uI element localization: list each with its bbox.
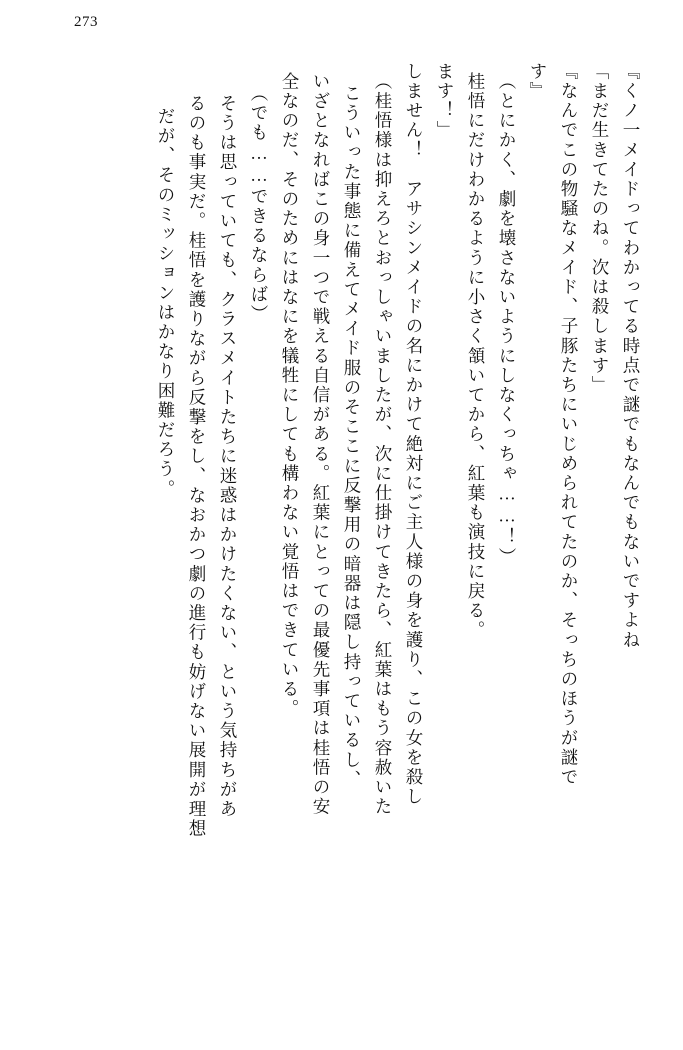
body-text-vertical-columns — [44, 62, 639, 1012]
text-column: 桂悟にだけわかるように小さく頷いてから、紅葉も演技に戻る。 — [466, 72, 486, 641]
text-column: （桂悟様は抑えろとおっしゃいましたが、次に仕掛けてきたら、紅葉はもう容赦いた — [373, 72, 393, 817]
page-number: 273 — [74, 14, 98, 30]
text-column: しません！ アサシンメイドの名にかけて絶対にご主人様の身を護り、この女を殺し — [404, 62, 424, 807]
text-column: だが、そのミッションはかなり困難だろう。 — [156, 107, 176, 499]
text-column: す』 — [528, 62, 548, 102]
text-column: いざとなればこの身一つで戦える自信がある。紅葉にとっての最優先事項は桂悟の安 — [311, 72, 331, 817]
text-column: そうは思っていても、クラスメイトたちに迷惑はかけたくない、という気持ちがあ — [218, 94, 238, 820]
text-column: 全なのだ、そのためにはなにを犠牲にしても構わない覚悟はできている。 — [280, 72, 300, 719]
text-column: （でも……できるならば） — [249, 84, 269, 325]
text-column: （とにかく、劇を壊さないようにしなくっちゃ……！） — [497, 72, 517, 567]
text-column: 『くノ一メイドってわかってる時点で謎でもなんでもないですよね — [621, 62, 641, 650]
text-column: ます！」 — [435, 62, 455, 141]
text-column: るのも事実だ。桂悟を護りながら反撃をし、なおかつ劇の進行も妨げない展開が理想 — [187, 94, 207, 839]
text-column: 『なんでこの物騒なメイド、子豚たちにいじめられてたのか、そっちのほうが謎で — [559, 62, 579, 788]
text-column: こういった事態に備えてメイド服のそここに反撃用の暗器は隠し持っているし、 — [342, 84, 362, 790]
text-column: 「まだ生きてたのね。次は殺します」 — [590, 62, 610, 396]
